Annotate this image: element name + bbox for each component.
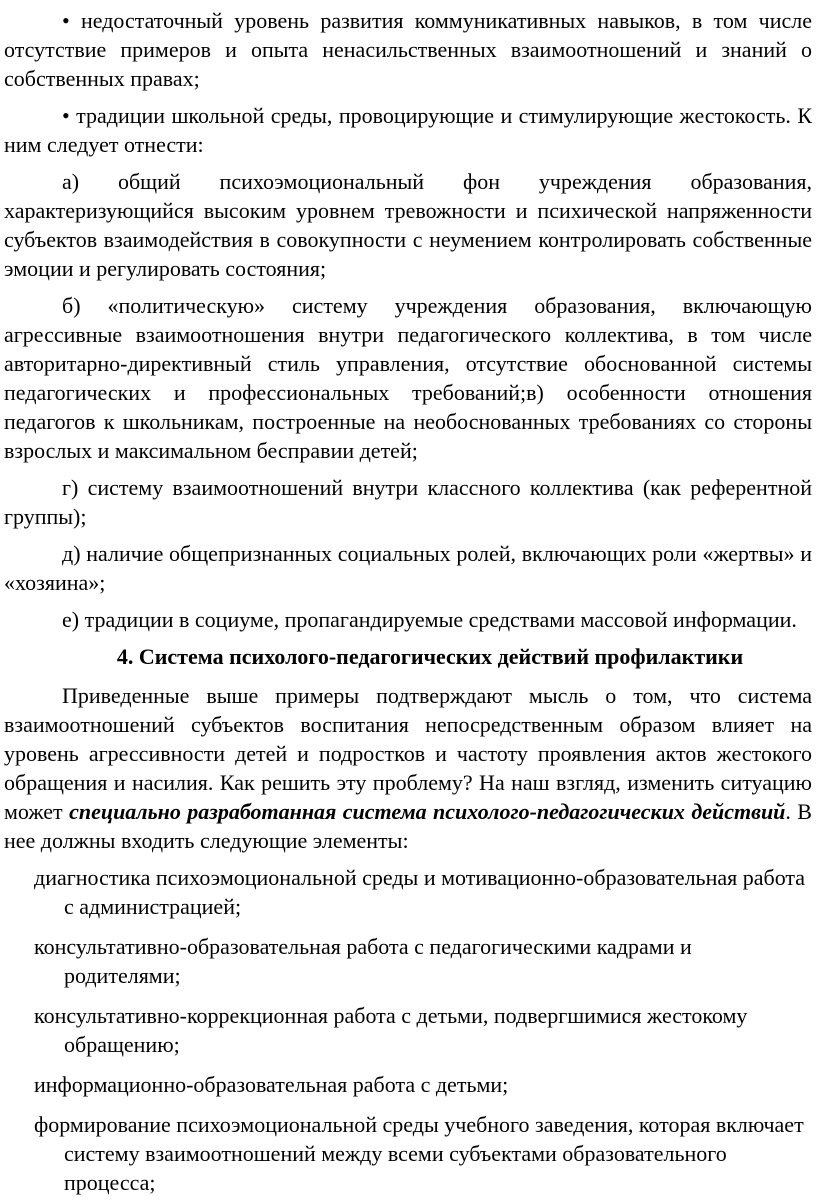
list-item: формирование психоэмоциональной среды учебного заведения, которая включает систему взаимоотношений между всеми субъектами образовательного процесса; xyxy=(34,1112,804,1195)
main-paragraph xyxy=(4,681,812,855)
main-paragraph-emphasis: специально разработанная система психолого-педагогических действий xyxy=(69,799,786,824)
sub-item-paragraph: г) систему взаимоотношений внутри классного коллектива (как референтной группы); xyxy=(4,475,812,529)
main-paragraph-text-before: Приведенные выше примеры подтверждают мысль о том, что система взаимоотношений субъектов воспитания непосредственным образом влияет на уровень агрессивности детей и подростков и частоту проявления актов жестокого обращения и насилия. Как решить эту проблему? На наш взгляд, изменить ситуацию может xyxy=(4,683,812,824)
list-item: диагностика психоэмоциональной среды и мотивационно-образовательная работа с администрацией; xyxy=(34,865,806,919)
list-item: консультативно-коррекционная работа с детьми, подвергшимися жестокому обращению; xyxy=(34,1003,748,1057)
list-item: информационно-образовательная работа с детьми; xyxy=(34,1072,509,1097)
bullet-paragraph: • традиции школьной среды, провоцирующие и стимулирующие жестокость. К ним следует отнести: xyxy=(4,103,812,157)
main-paragraph-text-after: . В нее должны входить следующие элементы: xyxy=(4,799,812,853)
sub-item-paragraph: е) традиции в социуме, пропагандируемые средствами массовой информации. xyxy=(62,607,797,632)
elements-list xyxy=(4,863,812,1197)
bullet-paragraph: • недостаточный уровень развития коммуникативных навыков, в том числе отсутствие примеров и опыта ненасильственных взаимоотношений и знаний о собственных правах; xyxy=(4,8,812,91)
section-heading: 4. Система психолого-педагогических действий профилактики xyxy=(116,644,744,669)
sub-item-paragraph: б) «политическую» систему учреждения образования, включающую агрессивные взаимоотношения внутри педагогического коллектива, в том числе авторитарно-директивный стиль управления, отсутствие обоснованной системы педагогических и профессиональных требований;в) особенности отношения педагогов к школьникам, построенные на необоснованных требованиях со стороны взрослых и максимальном бесправии детей; xyxy=(4,293,812,463)
sub-item-paragraph: д) наличие общепризнанных социальных ролей, включающих роли «жертвы» и «хозяина»; xyxy=(4,541,812,595)
sub-item-paragraph: а) общий психоэмоциональный фон учреждения образования, характеризующийся высоким уровнем тревожности и психической напряженности субъектов взаимодействия в совокупности с неумением контролировать собственные эмоции и регулировать состояния; xyxy=(4,169,812,281)
list-item: консультативно-образовательная работа с педагогическими кадрами и родителями; xyxy=(34,934,692,988)
